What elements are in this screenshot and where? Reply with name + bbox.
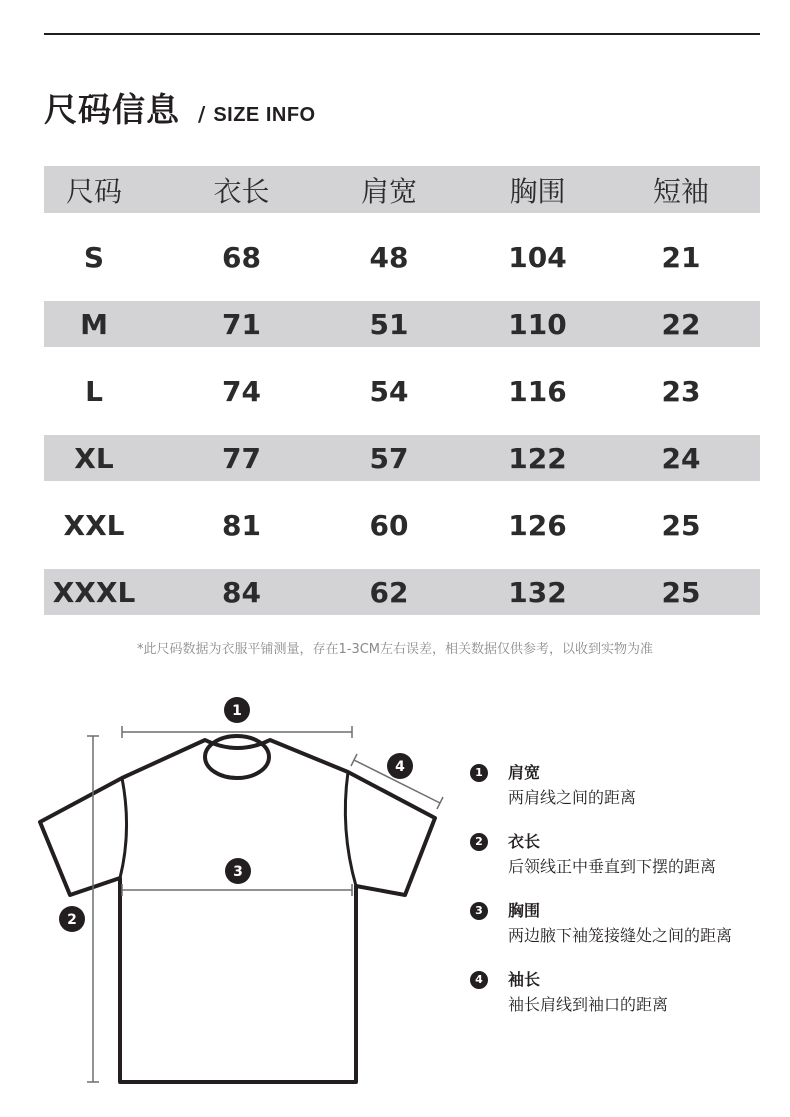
legend-title: 袖长 <box>508 970 541 989</box>
legend-title: 衣长 <box>508 832 541 851</box>
shoulder-cell: 60 <box>369 508 409 542</box>
table-row <box>44 301 760 347</box>
legend-description: 两肩线之间的距离 <box>508 788 637 807</box>
shoulder-cell: 57 <box>369 441 409 475</box>
marker-shoulder <box>224 697 250 723</box>
legend-description: 袖长肩线到袖口的距离 <box>508 995 669 1014</box>
legend-item <box>470 760 780 829</box>
length-cell: 81 <box>222 508 261 542</box>
legend-title: 胸围 <box>508 901 541 920</box>
table-row <box>44 435 760 481</box>
shoulder-cell: 62 <box>369 575 409 609</box>
sleeve-cell: 21 <box>661 240 701 274</box>
shoulder-cell: 54 <box>369 374 409 408</box>
size-cell: S <box>83 240 105 274</box>
length-cell: 84 <box>222 575 261 609</box>
size-cell: XXXL <box>52 575 136 609</box>
title-separator: / <box>198 102 206 126</box>
legend-item <box>470 898 780 967</box>
legend-number-badge: 3 <box>470 902 488 920</box>
length-cell: 74 <box>222 374 261 408</box>
chest-cell: 126 <box>508 508 567 542</box>
sleeve-cell: 22 <box>661 307 701 341</box>
measurement-note: *此尺码数据为衣服平铺测量，存在1-3CM左右误差，相关数据仅供参考，以收到实物为准 <box>136 642 654 657</box>
title-english: SIZE INFO <box>213 104 316 126</box>
tshirt-measurement-diagram <box>0 660 470 1117</box>
measurement-legend <box>470 760 780 1036</box>
column-header: 尺码 <box>65 174 122 208</box>
legend-number-badge: 1 <box>470 764 488 782</box>
sleeve-cell: 24 <box>661 441 701 475</box>
chest-cell: 132 <box>508 575 567 609</box>
section-header <box>44 84 316 128</box>
length-cell: 68 <box>222 240 261 274</box>
length-cell: 71 <box>222 307 261 341</box>
column-header: 胸围 <box>509 174 566 208</box>
size-cell: XL <box>74 441 114 475</box>
legend-item <box>470 829 780 898</box>
svg-text:4: 4 <box>395 759 405 775</box>
svg-text:3: 3 <box>233 864 243 880</box>
title-chinese: 尺码信息 <box>44 90 180 129</box>
marker-sleeve <box>387 753 413 779</box>
length-cell: 77 <box>222 441 261 475</box>
chest-cell: 110 <box>508 307 567 341</box>
size-cell: XXL <box>63 508 125 542</box>
chest-cell: 122 <box>508 441 567 475</box>
chest-cell: 116 <box>508 374 567 408</box>
tshirt-outline <box>40 740 435 1082</box>
shoulder-cell: 48 <box>369 240 409 274</box>
sleeve-cell: 25 <box>661 575 701 609</box>
table-row <box>44 569 760 615</box>
size-cell: M <box>80 307 108 341</box>
chest-cell: 104 <box>508 240 567 274</box>
column-header: 肩宽 <box>360 174 417 208</box>
legend-title: 肩宽 <box>508 763 541 782</box>
left-sleeve-seam <box>120 778 127 878</box>
table-row <box>44 347 760 435</box>
column-header: 衣长 <box>213 174 270 208</box>
marker-length <box>59 906 85 932</box>
table-row <box>44 481 760 569</box>
shoulder-cell: 51 <box>369 307 409 341</box>
legend-description: 两边腋下袖笼接缝处之间的距离 <box>508 926 733 945</box>
legend-number-badge: 4 <box>470 971 488 989</box>
collar-shape <box>205 736 269 778</box>
svg-text:2: 2 <box>67 912 77 928</box>
table-row <box>44 213 760 301</box>
legend-item <box>470 967 780 1036</box>
sleeve-cell: 23 <box>661 374 701 408</box>
top-divider <box>44 33 760 35</box>
right-sleeve-seam <box>345 772 356 886</box>
size-table <box>44 166 760 615</box>
table-header-row <box>44 166 760 213</box>
size-cell: L <box>85 374 103 408</box>
svg-text:1: 1 <box>232 703 242 719</box>
column-header: 短袖 <box>652 174 709 208</box>
legend-description: 后领线正中垂直到下摆的距离 <box>508 857 717 876</box>
legend-number-badge: 2 <box>470 833 488 851</box>
marker-chest <box>225 858 251 884</box>
sleeve-cell: 25 <box>661 508 701 542</box>
